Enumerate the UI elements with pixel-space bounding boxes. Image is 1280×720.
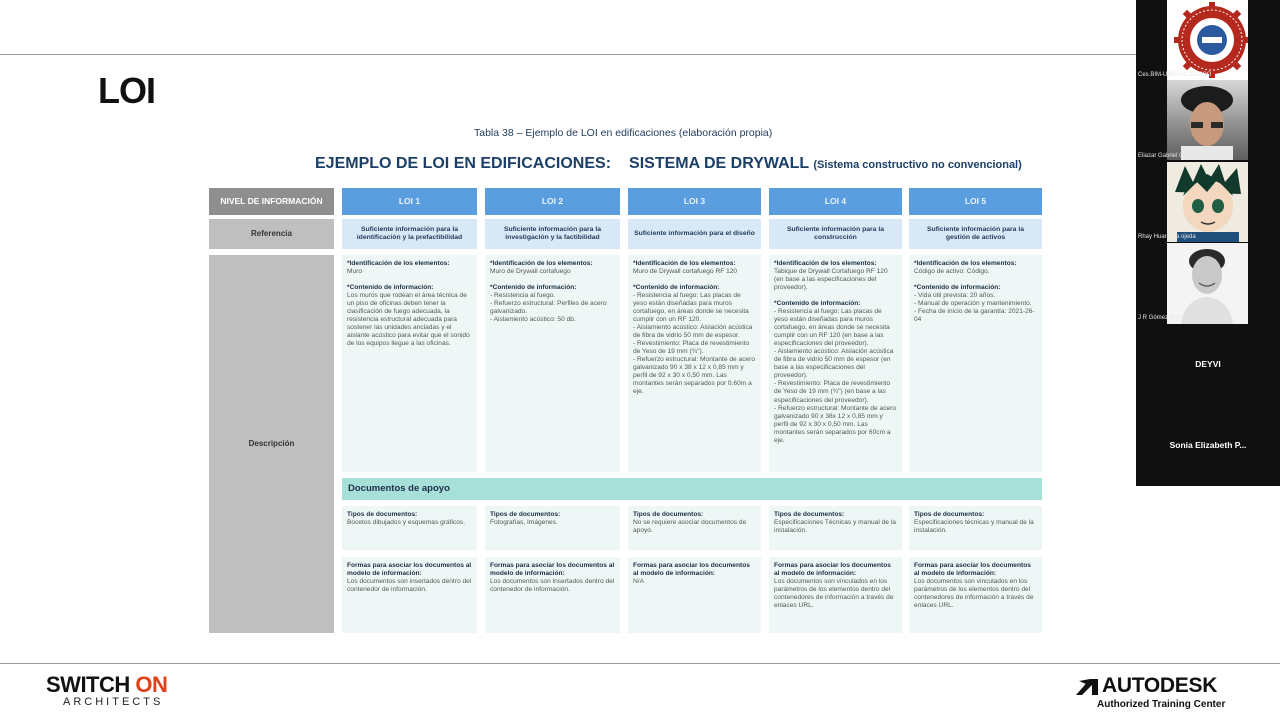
doc-forms-cell-loi-1 (342, 557, 477, 633)
content-title: *Contenido de información: (914, 284, 1001, 292)
id-text: Muro (347, 268, 363, 276)
doc-types-cell-loi-2 (485, 506, 620, 550)
person-video-icon (1167, 80, 1248, 160)
profile-photo-icon (1167, 243, 1248, 324)
main-heading (315, 155, 1022, 173)
description-cell-loi-3 (628, 255, 761, 472)
autodesk-a-icon (1076, 677, 1098, 695)
switch-on-architects-logo (46, 672, 167, 708)
content-title: *Contenido de información: (774, 300, 861, 308)
column-header-loi-5: LOI 5 (909, 188, 1042, 215)
table-caption: Tabla 38 – Ejemplo de LOI en edificaciones (elaboración propia) (474, 127, 773, 139)
column-header-loi-4: LOI 4 (769, 188, 902, 215)
doc-types-title: Tipos de documentos: (914, 511, 985, 518)
participant-tile-jr[interactable] (1167, 243, 1248, 324)
doc-forms-text: Los documentos son insertados dentro del contenedor de información. (490, 578, 615, 594)
doc-types-title: Tipos de documentos: (633, 511, 704, 518)
top-divider (0, 54, 1136, 55)
doc-types-text: Especificaciones Técnicas y manual de la instalación. (774, 519, 896, 535)
doc-forms-title: Formas para asociar los documentos al modelo de información: (633, 562, 750, 578)
content-title: *Contenido de información: (490, 284, 577, 292)
description-cell-loi-4 (769, 255, 902, 472)
participant-tile-cesbim[interactable] (1167, 0, 1248, 80)
ingenieria-civil-logo-icon (1167, 0, 1248, 80)
reference-cell-loi-3: Suficiente información para el diseño (628, 219, 761, 249)
heading-left: EJEMPLO DE LOI EN EDIFICACIONES: (315, 155, 612, 172)
doc-forms-cell-loi-3 (628, 557, 761, 633)
column-header-loi-1: LOI 1 (342, 188, 477, 215)
doc-forms-cell-loi-4 (769, 557, 902, 633)
doc-types-cell-loi-1 (342, 506, 477, 550)
corner-label: NIVEL DE INFORMACIÓN (209, 188, 334, 215)
reference-cell-loi-2: Suficiente información para la investigación y la factibilidad (485, 219, 620, 249)
description-label: Descripción (209, 255, 334, 633)
doc-forms-title: Formas para asociar los documentos al modelo de información: (774, 562, 891, 578)
brand-architects: ARCHITECTS (63, 696, 164, 708)
id-title: *Identificación de los elementos: (347, 260, 450, 267)
participant-name: J R Gómez Ochoa (1138, 315, 1188, 321)
doc-forms-title: Formas para asociar los documentos al modelo de información: (347, 562, 472, 578)
reference-cell-loi-1: Suficiente información para la identificación y la prefactibilidad (342, 219, 477, 249)
brand-autodesk: AUTODESK (1102, 674, 1218, 697)
heading-sub: (Sistema constructivo no convencional) (813, 159, 1022, 171)
doc-types-text: Bocetos dibujados y esquemas gráficos. (347, 519, 466, 527)
content-title: *Contenido de información: (633, 284, 720, 292)
id-text: Código de activo: Código. (914, 268, 990, 276)
content-text: - Vida útil prevista: 20 años. - Manual de operación y mantenimiento. - Fecha de inicio de la garantía: 2021-26-04 (914, 292, 1035, 324)
anime-avatar-icon (1167, 162, 1248, 242)
content-title: *Contenido de información: (347, 284, 434, 292)
participant-tile-sonia[interactable]: Sonia Elizabeth P... (1169, 440, 1247, 450)
participant-name: Rhay Huarcaya ojeda (1138, 234, 1196, 240)
id-text: Tabique de Drywall Cortafuego RF 120 (en base a las especificaciones del proveedor). (774, 268, 888, 292)
participant-tile-deyvi[interactable]: DEYVI (1195, 359, 1221, 369)
brand-switch: SWITCH (46, 672, 130, 697)
doc-forms-text: Los documentos son vinculados en los parámetros de los elementos dentro del contenedores de información a través de enlaces URL. (774, 578, 894, 610)
content-text: Los muros que rodean el área técnica de un piso de oficinas deben tener la clasificación de fuego adecuada, la resistencia estructural adecuada para sostener las unidades ancladas y el aislante acústico para evitar que el sonido de los equipos llegue a las oficinas. (347, 292, 470, 348)
reference-cell-loi-4: Suficiente información para la construcción (769, 219, 902, 249)
doc-types-title: Tipos de documentos: (774, 511, 845, 518)
autodesk-logo (1076, 674, 1225, 710)
doc-types-title: Tipos de documentos: (490, 511, 561, 518)
brand-on: ON (135, 672, 168, 697)
id-text: Muro de Drywall cortafuego RF 120 (633, 268, 738, 276)
brand-authorized-training: Authorized Training Center (1097, 699, 1226, 710)
heading-right: SISTEMA DE DRYWALL (629, 155, 809, 172)
id-text: Muro de Drywall cortafuego (490, 268, 571, 276)
id-title: *Identificación de los elementos: (633, 260, 736, 267)
description-cell-loi-1 (342, 255, 477, 472)
doc-forms-title: Formas para asociar los documentos al modelo de información: (490, 562, 615, 578)
doc-types-cell-loi-4 (769, 506, 902, 550)
content-text: - Resistencia al fuego. - Refuerzo estructural: Perfiles de acero galvanizado. - Aislamiento acústico: 50 db. (490, 292, 607, 324)
doc-types-cell-loi-5 (909, 506, 1042, 550)
doc-forms-title: Formas para asociar los documentos al modelo de información: (914, 562, 1031, 578)
column-header-loi-3: LOI 3 (628, 188, 761, 215)
doc-types-text: Fotografías, Imágenes. (490, 519, 558, 527)
doc-types-text: No se requiere asociar documentos de apoyo. (633, 519, 747, 535)
reference-cell-loi-5: Suficiente información para la gestión de activos (909, 219, 1042, 249)
doc-types-cell-loi-3 (628, 506, 761, 550)
id-title: *Identificación de los elementos: (914, 260, 1017, 267)
bottom-divider (0, 663, 1280, 664)
description-cell-loi-2 (485, 255, 620, 472)
doc-forms-cell-loi-2 (485, 557, 620, 633)
slide-title: LOI (98, 70, 155, 111)
doc-forms-text: Los documentos son vinculados en los parámetros de los elementos dentro del contenedores de información a través de enlaces URL. (914, 578, 1034, 610)
reference-label: Referencia (209, 219, 334, 249)
support-documents-bar: Documentos de apoyo (342, 478, 1042, 500)
description-cell-loi-5 (909, 255, 1042, 472)
doc-forms-cell-loi-5 (909, 557, 1042, 633)
content-text: - Resistencia al fuego: Las placas de yeso están diseñadas para muros cortafuego, en áreas donde se necesita cumplir con un RF 120. - Aislamiento acústico: Aislación acústica de fibra de vidrio 50 mm de espesor. - Revestimiento: Placa de revestimiento de Yeso de 19 mm (¾"). - Refuerzo estructural: Montante de acero galvanizado 90 x 38 x 12 x 0,85 mm y perfil de 92 x 30 x 0,50 mm. Las montantes serán separados por 0.60m a eje. (633, 292, 756, 396)
content-text: - Resistencia al fuego: Las placas de yeso están diseñadas para muros cortafuego, en áreas donde se necesita cumplir con un RF 120 (en base a las especificaciones del proveedor). - Aislamiento acústico: Aislación acústica de fibra de vidrio 50 mm de espesor (en base a las especificaciones del proveedor). - Revestimiento: Placa de revestimiento de Yeso de 19 mm (¾") (en base a las especificaciones del proveedor). - Refuerzo estructural: Montante de acero galvanizado 90 x 38x 12 x 0,85 mm y perfil de 92 x 30 x 0,50 mm. Las montantes serán separados por 60cm a eje. (774, 308, 897, 444)
doc-forms-text: Los documentos son insertados dentro del contenedor de información. (347, 578, 472, 594)
participant-tile-eliazar[interactable] (1167, 80, 1248, 160)
doc-types-text: Especificaciones técnicas y manual de la instalación. (914, 519, 1034, 535)
participant-name: Ces.BIM-UNSAAC CUSCO (1138, 72, 1212, 78)
participant-name: Eliazar Gabriel Ccapa Bayona (1138, 153, 1219, 159)
doc-types-title: Tipos de documentos: (347, 511, 418, 518)
doc-forms-text: N/A (633, 578, 644, 586)
id-title: *Identificación de los elementos: (490, 260, 593, 267)
participant-tile-rhay[interactable] (1167, 162, 1248, 242)
column-header-loi-2: LOI 2 (485, 188, 620, 215)
id-title: *Identificación de los elementos: (774, 260, 877, 267)
